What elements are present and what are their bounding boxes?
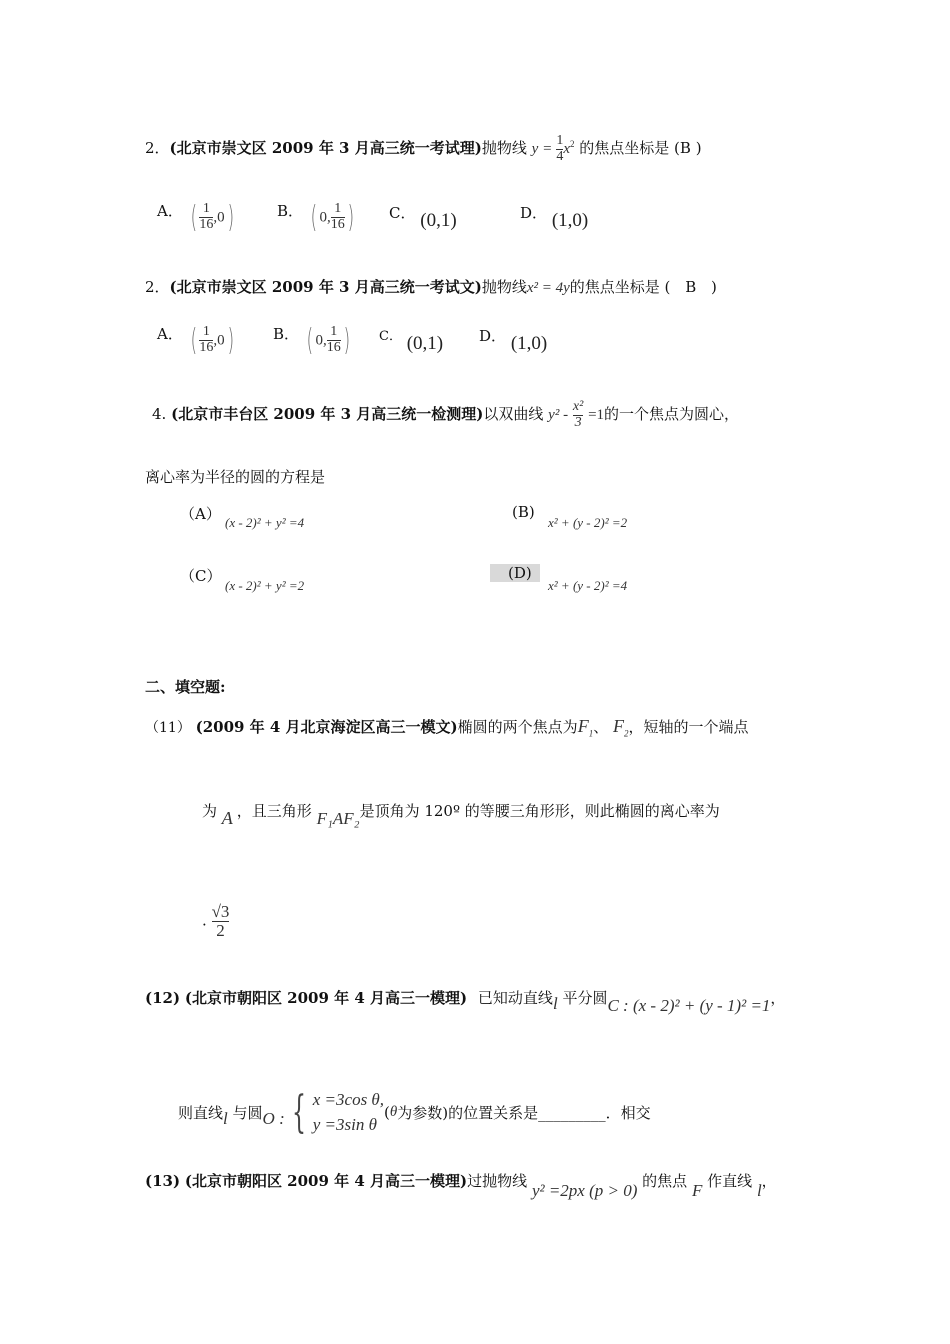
- q13-line: (13) (北京市朝阳区 2009 年 4 月高三一模理)过抛物线 y² =2px (p > 0) 的焦点 F 作直线 l，: [145, 1172, 777, 1200]
- q11-answer: . $\frac{√3}{2}$: [202, 902, 230, 940]
- q12-line: (12) (北京市朝阳区 2009 年 4 月高三一模理) 已知动直线l 平分圆C : (x - 2)² + (y - 1)² =1，: [145, 989, 786, 1015]
- q13-equation: y² =2px (p > 0): [531, 1181, 638, 1200]
- q2-number: 2．: [145, 278, 170, 296]
- q4-line-2: 离心率为半径的圆的方程是: [145, 468, 326, 486]
- q4-option-a: [180, 503, 221, 524]
- q1-option-a: A． ( $\frac{1}{16}$ ,0): [157, 200, 234, 235]
- q4-line: 4. (北京市丰台区 2009 年 3 月高三统一检测理)以双曲线 y² - $\frac{\text{x²}}{3}$ =1的一个焦点为圆心，: [152, 399, 740, 430]
- q1-option-c-label: C．: [389, 204, 416, 222]
- q4-option-b: [512, 503, 535, 521]
- q2-stem-b: 的焦点坐标是 (: [569, 278, 671, 296]
- q13-number: (13): [145, 1172, 181, 1190]
- q4-option-c-eq: (x - 2)² + y² =2: [225, 578, 305, 593]
- q4-eq-fraction: $\frac{\text{x²}}{3}$: [572, 399, 584, 430]
- q2-stem-a: 抛物线: [481, 278, 527, 296]
- q2-option-a: A． ( $\frac{1}{16}$ ,0): [157, 323, 234, 358]
- q1-number: 2．: [145, 139, 170, 158]
- q11-source: (2009 年 4 月北京海淀区高三一模文): [195, 718, 458, 736]
- q1-eq-x: x: [563, 141, 570, 158]
- q1-line: 2．(北京市崇文区 2009 年 3 月高三统一考试理)抛物线 y = $\frac{1}{4}$ $x^2$ 的焦点坐标是 (B ): [145, 133, 702, 164]
- q1-option-d-label: D．: [520, 204, 548, 222]
- q1-stem-a: 抛物线: [481, 139, 527, 158]
- q4-option-d-label: (D): [490, 564, 540, 582]
- q4-stem-b: 的一个焦点为圆心，: [604, 405, 740, 424]
- q11-line: （11） (2009 年 4 月北京海淀区高三一模文)椭圆的两个焦点为$F_1$、 $F_2$，短轴的一个端点: [145, 716, 749, 739]
- q4-number: 4.: [152, 405, 167, 424]
- section-title: 二、填空题:: [145, 678, 226, 696]
- q1-eq-fraction: $\frac{1}{4}$: [556, 133, 564, 164]
- q1-option-b-label: B．: [277, 202, 304, 220]
- q12-source: (北京市朝阳区 2009 年 4 月高三一模理): [184, 989, 468, 1007]
- q4-source: (北京市丰台区 2009 年 3 月高三统一检测理): [171, 405, 484, 424]
- q2-answer: B: [685, 278, 697, 296]
- q1-stem-b: 的焦点坐标是 (B ): [579, 139, 702, 158]
- q12-param-system: x =3cos θ, y =3sin θ: [312, 1089, 385, 1134]
- q2-source: (北京市崇文区 2009 年 3 月高三统一考试文): [169, 278, 482, 296]
- q4-option-b-label: (B): [512, 503, 535, 521]
- q1-option-a-label: A．: [157, 202, 183, 220]
- q12-circle-c: C : (x - 2)² + (y - 1)² =1: [607, 996, 771, 1015]
- q2-line: 2．(北京市崇文区 2009 年 3 月高三统一考试文)抛物线x² = 4y的焦点坐标是 ( B ): [145, 278, 717, 296]
- q11-line-2: 为 A ，且三角形 F₁AF₂是顶角为 120º 的等腰三角形形，则此椭圆的离心率为: [202, 802, 720, 828]
- q2-option-b: B． ( 0, $\frac{1}{16}$ ): [273, 323, 350, 358]
- q4-option-c-label: （C）: [180, 567, 222, 585]
- q4-option-c: [180, 565, 221, 586]
- q4-option-a-label: （A）: [180, 505, 221, 523]
- q1-option-b: B． ( 0, $\frac{1}{16}$ ): [277, 200, 354, 235]
- q4-option-a-eq: (x - 2)² + y² =4: [225, 515, 305, 530]
- q4-option-d-eq: x² + (y - 2)² =4: [548, 578, 628, 593]
- q2-equation: x² = 4y: [526, 280, 570, 296]
- q1-eq-y: y: [531, 141, 539, 158]
- q4-eq-y: y² -: [548, 407, 569, 424]
- q2-option-d: D． (1,0): [479, 327, 548, 354]
- q13-source: (北京市朝阳区 2009 年 4 月高三一模理): [184, 1172, 468, 1190]
- q4-option-b-eq: x² + (y - 2)² =2: [548, 515, 628, 530]
- q2-option-c: C． (0,1): [379, 329, 444, 354]
- q1-option-d: D． (1,0): [520, 204, 589, 231]
- q1-eq-equals: =: [543, 141, 552, 158]
- q1-option-c: C． (0,1): [389, 204, 457, 231]
- q12-line-2: 则直线l 与圆O : { x =3cos θ, y =3sin θ (θ为参数)的位置关系是_________．相交: [178, 1087, 651, 1138]
- q12-number: (12): [145, 989, 181, 1007]
- q4-option-d: [490, 564, 540, 582]
- q1-source: (北京市崇文区 2009 年 3 月高三统一考试理): [169, 139, 482, 158]
- q4-stem-a: 以双曲线: [483, 405, 544, 424]
- q11-number: （11）: [145, 720, 191, 736]
